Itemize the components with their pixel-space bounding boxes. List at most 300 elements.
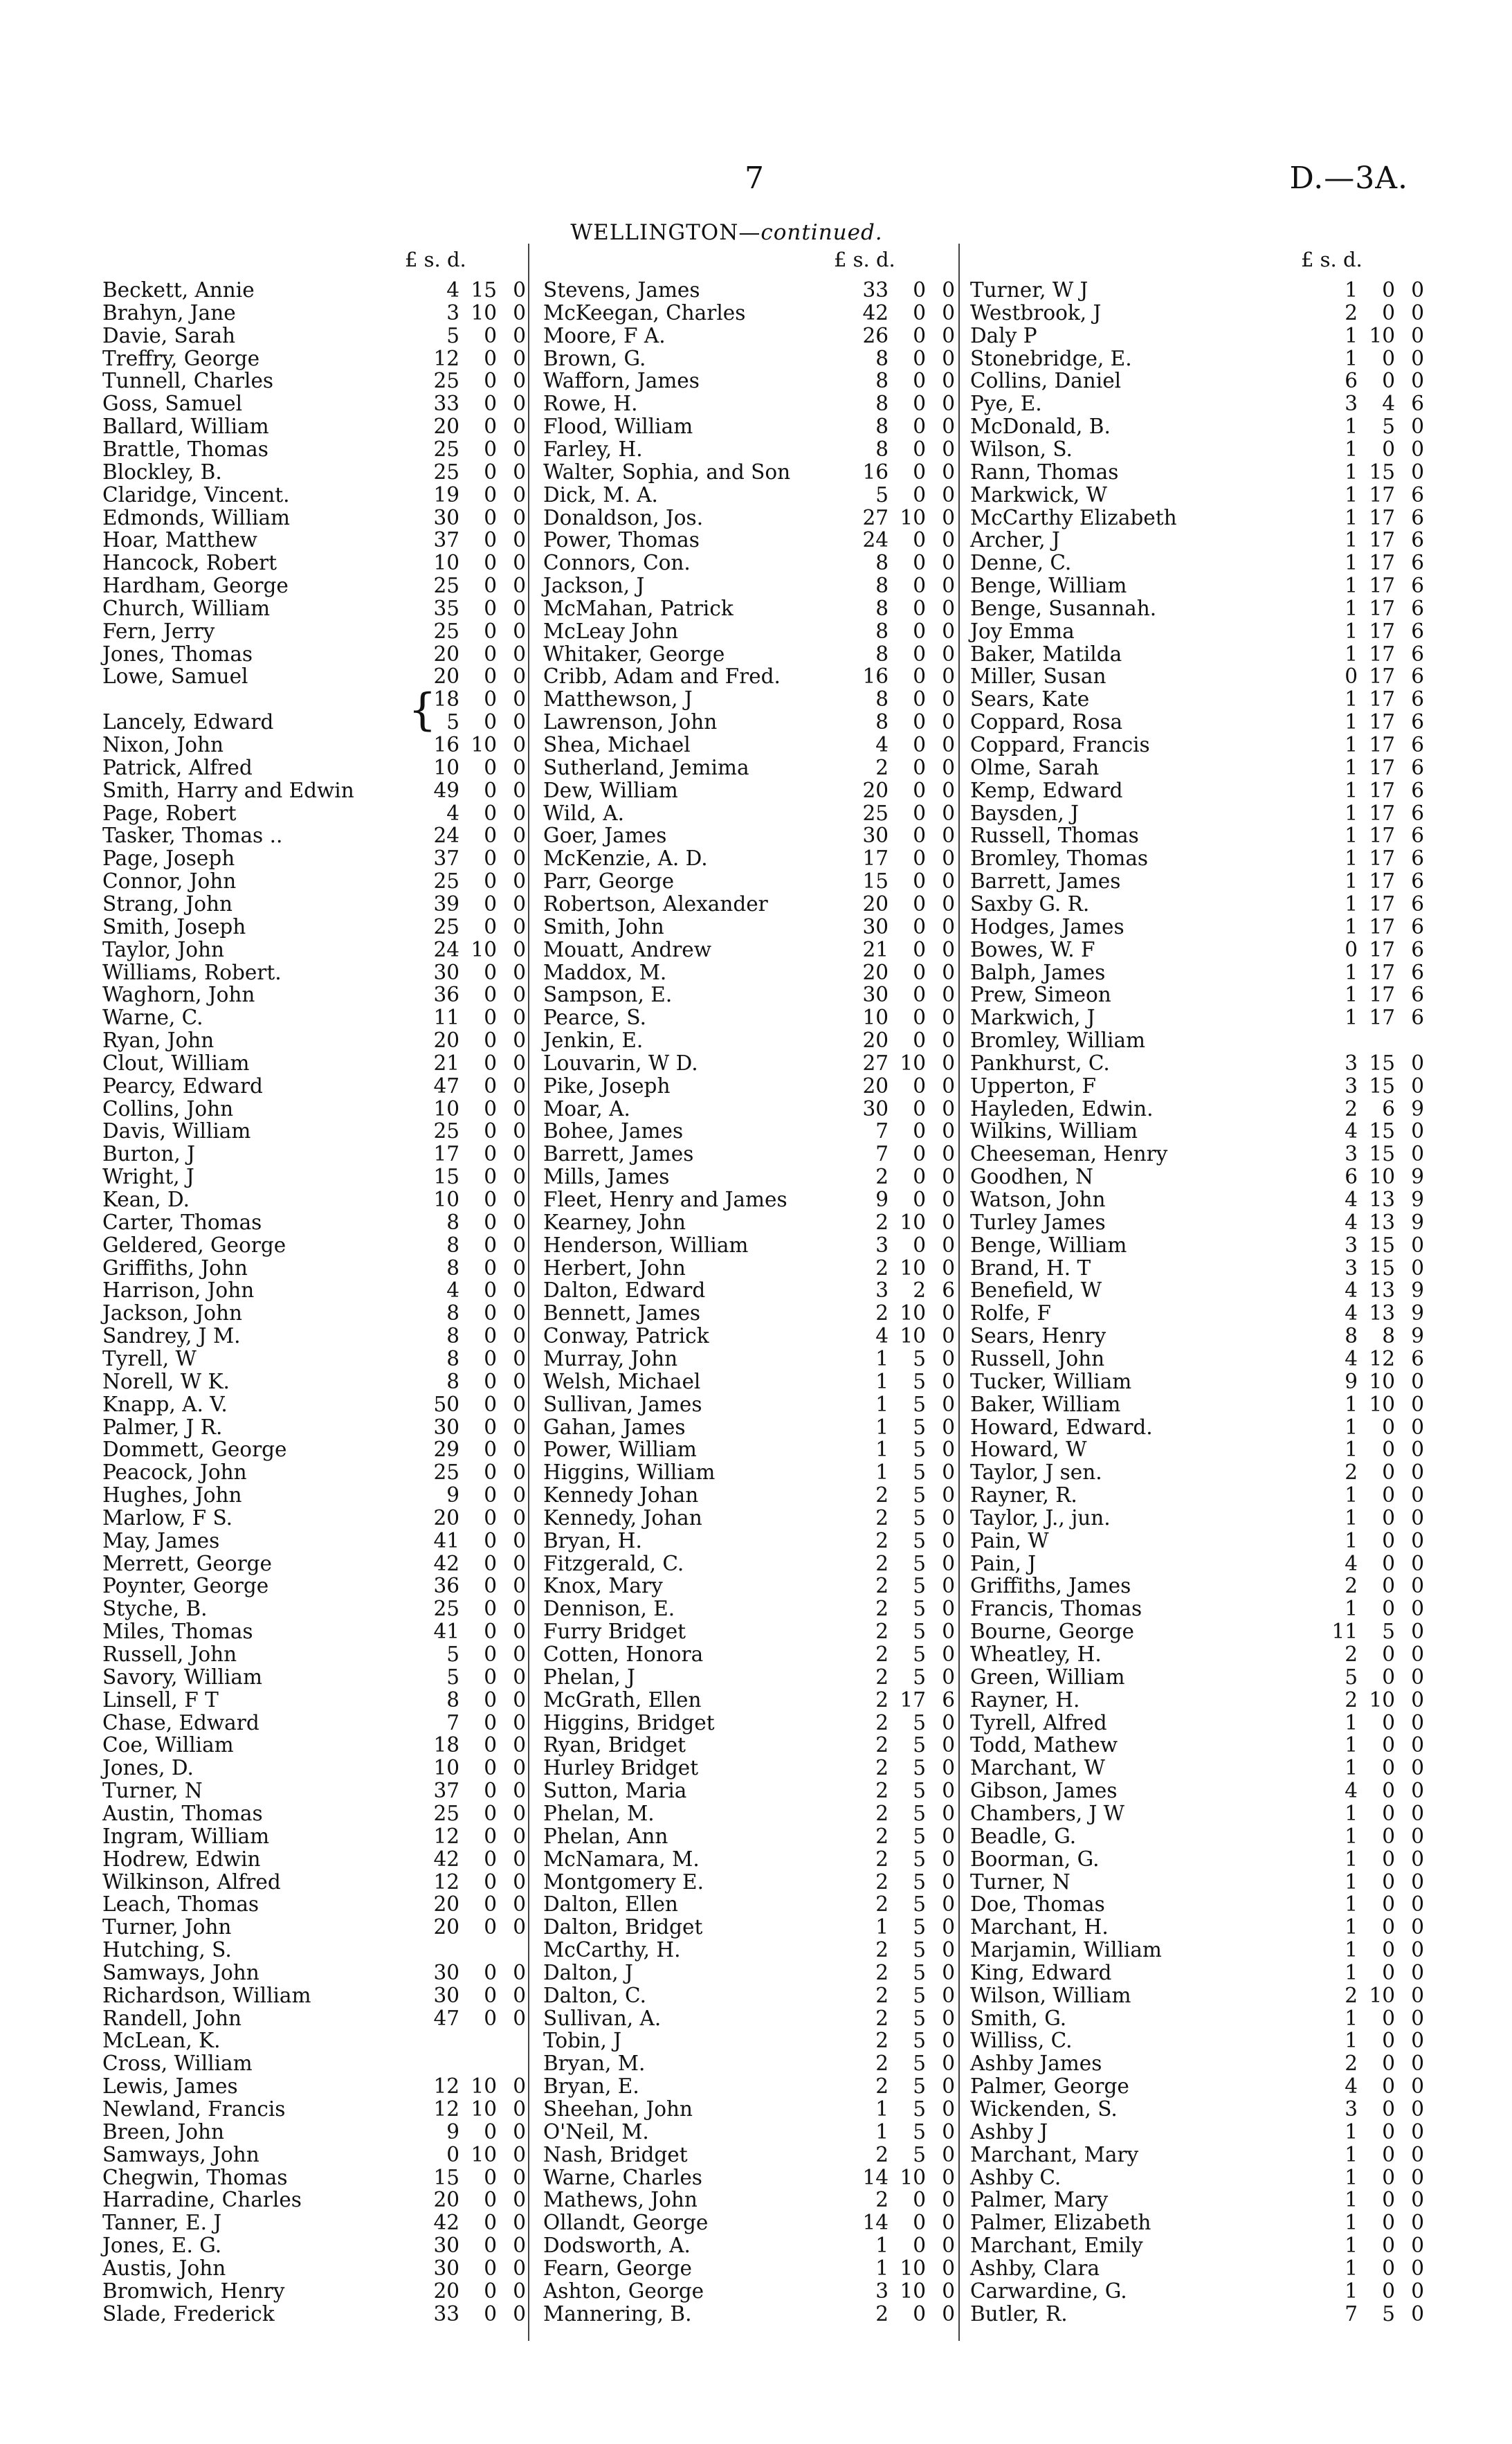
amount-pounds: 1 — [1345, 642, 1358, 666]
amount-pence: 0 — [513, 1779, 526, 1803]
amount-pence: 6 — [1411, 869, 1424, 894]
ledger-row — [0, 2098, 1512, 2121]
amount-pounds: 14 — [862, 2211, 889, 2235]
amount-pence: 0 — [1411, 2052, 1424, 2076]
amount-pounds: 50 — [433, 1392, 459, 1416]
entry-name: Bromley, Thomas — [970, 847, 1149, 871]
amount-pounds: 1 — [1345, 1960, 1358, 1984]
entry-name: Pearcy, Edward — [102, 1074, 263, 1098]
entry-amount — [1293, 1916, 1424, 1939]
ledger-row — [0, 325, 1512, 347]
amount-shillings: 0 — [484, 960, 497, 984]
amount-pence: 0 — [513, 1165, 526, 1189]
amount-pence: 0 — [942, 1142, 955, 1166]
ledger-row — [0, 1416, 1512, 1439]
amount-shillings: 0 — [913, 323, 926, 347]
amount-shillings: 0 — [484, 1801, 497, 1825]
amount-shillings: 0 — [1382, 1801, 1395, 1825]
amount-shillings: 17 — [1369, 960, 1395, 984]
amount-shillings: 5 — [913, 1960, 926, 1984]
entry-name: Leach, Thomas — [102, 1892, 259, 1917]
amount-shillings: 5 — [913, 1756, 926, 1780]
amount-pence: 0 — [942, 460, 955, 484]
amount-pounds: 1 — [1345, 596, 1358, 620]
amount-pence: 0 — [942, 891, 955, 916]
ledger-row — [0, 1325, 1512, 1348]
amount-pounds: 25 — [433, 1119, 459, 1143]
entry-name: Connors, Con. — [543, 551, 691, 575]
entry-name: Slade, Frederick — [102, 2301, 275, 2326]
amount-pounds: 6 — [1345, 369, 1358, 393]
amount-pounds: 12 — [433, 1870, 459, 1894]
entry-amount — [1293, 574, 1424, 597]
amount-shillings: 0 — [913, 960, 926, 984]
entry-name: Farley, H. — [543, 437, 643, 461]
entry-name: Kennedy Johan — [543, 1483, 699, 1508]
entry-name: Strang, John — [102, 891, 233, 916]
amount-pounds: 1 — [1345, 2211, 1358, 2235]
ledger-row — [0, 1279, 1512, 1302]
entry-name: Fearn, George — [543, 2256, 692, 2280]
amount-shillings: 5 — [913, 1620, 926, 1644]
amount-pounds: 1 — [875, 2119, 889, 2144]
entry-amount — [1293, 1643, 1424, 1666]
amount-pence: 0 — [942, 1983, 955, 2007]
entry-name: Peacock, John — [102, 1460, 247, 1485]
amount-shillings: 0 — [484, 392, 497, 416]
ledger-row — [0, 2029, 1512, 2052]
amount-shillings: 0 — [484, 2211, 497, 2235]
entry-amount — [1293, 1575, 1424, 1597]
entry-name: Henderson, William — [543, 1233, 749, 1257]
amount-shillings: 0 — [913, 755, 926, 779]
ledger-row — [0, 1871, 1512, 1894]
entry-name: Mouatt, Andrew — [543, 937, 712, 961]
amount-pounds: 4 — [1345, 1188, 1358, 1211]
ledger-row — [0, 2234, 1512, 2257]
entry-name: Jones, Thomas — [102, 642, 253, 666]
amount-shillings: 17 — [1369, 914, 1395, 939]
amount-pence: 0 — [513, 1574, 526, 1598]
amount-pence: 0 — [513, 914, 526, 939]
entry-name: Palmer, George — [970, 2074, 1129, 2099]
entry-name: Ingram, William — [102, 1824, 270, 1848]
amount-shillings: 0 — [1382, 1574, 1395, 1598]
entry-name: Warne, C. — [102, 1006, 203, 1030]
amount-pounds: 30 — [433, 960, 459, 984]
amount-shillings: 0 — [484, 778, 497, 802]
amount-shillings: 10 — [1369, 323, 1395, 347]
ledger-row — [0, 438, 1512, 461]
entry-name: Moore, F A. — [543, 323, 666, 347]
amount-shillings: 0 — [484, 482, 497, 507]
entry-name: Turner, N — [102, 1779, 203, 1803]
amount-shillings: 0 — [484, 1256, 497, 1280]
amount-pounds: 8 — [875, 437, 889, 461]
ledger-row — [0, 1620, 1512, 1643]
amount-pence: 0 — [942, 1188, 955, 1211]
amount-pence: 0 — [513, 2188, 526, 2212]
amount-shillings: 17 — [1369, 755, 1395, 779]
amount-shillings: 0 — [913, 369, 926, 393]
ledger-row — [0, 1029, 1512, 1052]
amount-pence: 0 — [942, 1392, 955, 1416]
amount-pence: 0 — [942, 619, 955, 643]
amount-shillings: 0 — [913, 2211, 926, 2235]
entry-name: Palmer, Elizabeth — [970, 2211, 1151, 2235]
amount-pence: 0 — [1411, 1415, 1424, 1439]
amount-shillings: 0 — [913, 801, 926, 825]
amount-pence: 0 — [942, 1642, 955, 1666]
entry-name: Joy Emma — [970, 619, 1075, 643]
amount-pounds: 1 — [1345, 2234, 1358, 2258]
amount-pence: 0 — [513, 664, 526, 689]
amount-shillings: 17 — [1369, 824, 1395, 848]
entry-name: Taylor, J sen. — [970, 1460, 1102, 1485]
entry-name: Merrett, George — [102, 1551, 273, 1575]
amount-pounds: 41 — [433, 1620, 459, 1644]
amount-pence: 0 — [513, 1074, 526, 1098]
amount-shillings: 15 — [1369, 1051, 1395, 1075]
amount-shillings: 0 — [484, 983, 497, 1007]
amount-shillings: 5 — [913, 1642, 926, 1666]
amount-shillings: 0 — [1382, 2097, 1395, 2121]
amount-pence: 0 — [1411, 1551, 1424, 1575]
amount-pence: 0 — [1411, 2234, 1424, 2258]
amount-pence: 0 — [513, 1415, 526, 1439]
entry-amount — [1293, 438, 1424, 461]
amount-shillings: 0 — [484, 1096, 497, 1121]
ledger-row — [0, 1234, 1512, 1257]
ledger-row — [0, 2075, 1512, 2098]
amount-shillings: 0 — [1382, 278, 1395, 302]
amount-shillings: 5 — [913, 1710, 926, 1735]
amount-shillings: 17 — [900, 1687, 926, 1712]
amount-pounds: 7 — [446, 1710, 459, 1735]
amount-pence: 0 — [942, 2052, 955, 2076]
amount-pounds: 12 — [433, 346, 459, 370]
amount-pence: 0 — [942, 1074, 955, 1098]
amount-shillings: 0 — [913, 1074, 926, 1098]
amount-pounds: 8 — [446, 1210, 459, 1234]
entry-amount — [1293, 1029, 1424, 1052]
amount-pounds: 2 — [875, 2074, 889, 2099]
amount-pence: 0 — [942, 1346, 955, 1370]
amount-shillings: 0 — [484, 801, 497, 825]
ledger-row — [0, 1916, 1512, 1939]
amount-pounds: 1 — [1345, 2256, 1358, 2280]
amount-shillings: 5 — [913, 1438, 926, 1462]
amount-shillings: 0 — [1382, 2074, 1395, 2099]
entry-amount — [1293, 1348, 1424, 1370]
ledger-row — [0, 1689, 1512, 1712]
amount-pounds: 1 — [875, 2097, 889, 2121]
amount-pence: 0 — [513, 755, 526, 779]
amount-pounds: 1 — [1345, 551, 1358, 575]
amount-shillings: 17 — [1369, 596, 1395, 620]
entry-amount — [1293, 347, 1424, 370]
amount-shillings: 0 — [484, 1733, 497, 1757]
entry-name: Pankhurst, C. — [970, 1051, 1110, 1075]
ledger-row — [0, 847, 1512, 870]
amount-pence: 0 — [513, 733, 526, 757]
amount-pounds: 37 — [433, 528, 459, 552]
amount-pence: 0 — [513, 2097, 526, 2121]
ledger-row — [0, 1052, 1512, 1075]
amount-shillings: 0 — [913, 415, 926, 439]
amount-shillings: 0 — [484, 528, 497, 552]
amount-pounds: 2 — [875, 1938, 889, 1962]
entry-name: Beadle, G. — [970, 1824, 1077, 1848]
ledger-row — [0, 1484, 1512, 1507]
amount-pounds: 1 — [1345, 619, 1358, 643]
amount-pence: 6 — [1411, 847, 1424, 871]
amount-pounds: 10 — [433, 1756, 459, 1780]
entry-amount — [1293, 1597, 1424, 1620]
entry-name: Markwick, W — [970, 482, 1107, 507]
entry-amount — [1293, 961, 1424, 984]
entry-name: Parr, George — [543, 869, 675, 894]
amount-shillings: 0 — [1382, 2029, 1395, 2053]
entry-name: Lowe, Samuel — [102, 664, 248, 689]
amount-pounds: 4 — [1345, 1278, 1358, 1303]
entry-name: Waghorn, John — [102, 983, 255, 1007]
amount-pounds: 14 — [862, 2165, 889, 2189]
amount-pounds: 21 — [862, 937, 889, 961]
amount-pounds: 1 — [1345, 1847, 1358, 1871]
entry-amount — [1293, 2075, 1424, 2098]
entry-name: Hancock, Robert — [102, 551, 277, 575]
entry-amount — [1293, 415, 1424, 438]
amount-shillings: 0 — [913, 278, 926, 302]
amount-pounds: 8 — [875, 687, 889, 712]
entry-name: Coppard, Rosa — [970, 710, 1123, 734]
amount-shillings: 0 — [1382, 1960, 1395, 1984]
ledger-row — [0, 2280, 1512, 2303]
entry-name: Jackson, John — [102, 1301, 243, 1325]
entry-name: Pike, Joseph — [543, 1074, 671, 1098]
entry-name: Nixon, John — [102, 733, 224, 757]
amount-pounds: 8 — [446, 1301, 459, 1325]
amount-shillings: 0 — [1382, 2256, 1395, 2280]
entry-name: Dalton, Ellen — [543, 1892, 678, 1917]
entry-amount — [1293, 1098, 1424, 1121]
entry-name: Sears, Henry — [970, 1324, 1106, 1348]
amount-shillings: 5 — [1382, 1620, 1395, 1644]
amount-shillings: 0 — [484, 1756, 497, 1780]
amount-pounds: 12 — [433, 1824, 459, 1848]
amount-pounds: 0 — [1345, 937, 1358, 961]
ledger-row — [0, 984, 1512, 1006]
amount-pounds: 1 — [1345, 323, 1358, 347]
amount-pounds: 29 — [433, 1438, 459, 1462]
amount-shillings: 10 — [900, 1051, 926, 1075]
entry-name: Smith, Joseph — [102, 914, 246, 939]
entry-name: Tyrell, W — [102, 1346, 197, 1370]
amount-pence: 0 — [942, 2142, 955, 2166]
ledger-row — [0, 1939, 1512, 1962]
entry-name: Gibson, James — [970, 1779, 1118, 1803]
amount-pounds: 20 — [433, 1892, 459, 1917]
amount-shillings: 10 — [1369, 1369, 1395, 1393]
entry-name: Russell, John — [102, 1642, 237, 1666]
amount-shillings: 0 — [484, 1074, 497, 1098]
entry-name: Richardson, William — [102, 1983, 311, 2007]
entry-name: Phelan, Ann — [543, 1824, 668, 1848]
amount-shillings: 0 — [484, 1460, 497, 1485]
amount-shillings: 17 — [1369, 664, 1395, 689]
amount-shillings: 5 — [913, 1801, 926, 1825]
ledger-row — [0, 370, 1512, 392]
entry-name: Russell, Thomas — [970, 824, 1139, 848]
amount-pounds: 2 — [875, 1870, 889, 1894]
amount-shillings: 0 — [913, 300, 926, 325]
entry-amount — [1293, 824, 1424, 847]
amount-pounds: 12 — [433, 2074, 459, 2099]
amount-pounds: 4 — [446, 801, 459, 825]
amount-pounds: 20 — [433, 1915, 459, 1939]
entry-name: Church, William — [102, 596, 271, 620]
entry-name: Doe, Thomas — [970, 1892, 1105, 1917]
amount-pounds: 3 — [446, 300, 459, 325]
amount-pounds: 25 — [862, 801, 889, 825]
entry-name: Brahyn, Jane — [102, 300, 236, 325]
entry-name: Shea, Michael — [543, 733, 691, 757]
amount-pounds: 7 — [875, 1119, 889, 1143]
amount-pounds: 2 — [875, 755, 889, 779]
entry-name: Claridge, Vincent. — [102, 482, 290, 507]
amount-pounds: 8 — [875, 551, 889, 575]
amount-pence: 0 — [1411, 460, 1424, 484]
entry-name: Dalton, Edward — [543, 1278, 706, 1303]
ledger-row — [0, 392, 1512, 415]
ledger-row — [0, 1075, 1512, 1098]
ledger-row — [0, 1393, 1512, 1416]
amount-pence: 0 — [513, 1256, 526, 1280]
amount-shillings: 0 — [484, 891, 497, 916]
entry-name: Dalton, Bridget — [543, 1915, 703, 1939]
amount-pence: 9 — [1411, 1301, 1424, 1325]
amount-shillings: 5 — [1382, 415, 1395, 439]
entry-name: Clout, William — [102, 1051, 250, 1075]
amount-pence: 0 — [1411, 1574, 1424, 1598]
ledger-row — [0, 1098, 1512, 1121]
entry-name: Matthewson, J — [543, 687, 693, 712]
entry-name: Barrett, James — [543, 1142, 694, 1166]
amount-pounds: 20 — [862, 778, 889, 802]
entry-name: Kean, D. — [102, 1188, 190, 1211]
amount-shillings: 0 — [484, 687, 497, 712]
amount-pounds: 3 — [1345, 1233, 1358, 1257]
amount-pence: 0 — [1411, 1620, 1424, 1644]
entry-name: Jackson, J — [543, 574, 645, 598]
entry-name: Benge, Susannah. — [970, 596, 1157, 620]
entry-name: Rolfe, F — [970, 1301, 1052, 1325]
amount-shillings: 0 — [484, 664, 497, 689]
entry-name: Miles, Thomas — [102, 1620, 253, 1644]
amount-pounds: 20 — [433, 415, 459, 439]
amount-shillings: 10 — [1369, 1687, 1395, 1712]
amount-shillings: 5 — [913, 1528, 926, 1553]
amount-pence: 6 — [1411, 891, 1424, 916]
amount-shillings: 0 — [1382, 2188, 1395, 2212]
amount-pounds: 1 — [1345, 437, 1358, 461]
amount-shillings: 5 — [913, 1415, 926, 1439]
amount-pence: 0 — [1411, 2074, 1424, 2099]
amount-shillings: 0 — [484, 415, 497, 439]
entry-name: McCarthy Elizabeth — [970, 505, 1177, 529]
amount-pounds: 42 — [433, 1551, 459, 1575]
entry-name: Miller, Susan — [970, 664, 1106, 689]
entry-name: Harrison, John — [102, 1278, 255, 1303]
entry-name: Samways, John — [102, 1960, 259, 1984]
entry-name: Sutton, Maria — [543, 1779, 687, 1803]
amount-pounds: 1 — [1345, 1915, 1358, 1939]
ledger-row — [0, 1006, 1512, 1029]
amount-pounds: 2 — [875, 1665, 889, 1689]
amount-shillings: 5 — [913, 2052, 926, 2076]
entry-amount — [1293, 1507, 1424, 1530]
amount-pounds: 8 — [446, 1369, 459, 1393]
amount-pounds: 2 — [875, 2142, 889, 2166]
entry-name: Harradine, Charles — [102, 2188, 302, 2212]
ledger-row — [0, 1507, 1512, 1530]
amount-pence: 0 — [513, 300, 526, 325]
amount-pence: 0 — [513, 1915, 526, 1939]
entry-name: Breen, John — [102, 2119, 225, 2144]
entry-name: Edmonds, William — [102, 505, 291, 529]
amount-pounds: 5 — [875, 482, 889, 507]
amount-pounds: 2 — [875, 1597, 889, 1621]
amount-pence: 0 — [942, 2301, 955, 2326]
entry-name: Bennett, James — [543, 1301, 701, 1325]
entry-name: Welsh, Michael — [543, 1369, 701, 1393]
entry-name: Geldered, George — [102, 1233, 286, 1257]
amount-pence: 0 — [1411, 2029, 1424, 2053]
entry-name: Power, Thomas — [543, 528, 700, 552]
entry-name: Dennison, E. — [543, 1597, 675, 1621]
amount-pounds: 1 — [1345, 1801, 1358, 1825]
amount-pence: 0 — [942, 1256, 955, 1280]
amount-shillings: 0 — [1382, 2165, 1395, 2189]
entry-amount — [1293, 1438, 1424, 1461]
amount-pounds: 5 — [446, 323, 459, 347]
entry-amount — [1293, 279, 1424, 302]
entry-amount — [1293, 643, 1424, 666]
ledger-row — [0, 302, 1512, 325]
amount-shillings: 0 — [913, 460, 926, 484]
amount-pence: 0 — [1411, 415, 1424, 439]
amount-pence: 0 — [1411, 1642, 1424, 1666]
entry-name: Pain, J — [970, 1551, 1037, 1575]
amount-pounds: 4 — [1345, 1779, 1358, 1803]
amount-pounds: 1 — [1345, 1438, 1358, 1462]
amount-shillings: 0 — [913, 914, 926, 939]
amount-pence: 0 — [942, 300, 955, 325]
amount-shillings: 10 — [900, 2165, 926, 2189]
amount-pounds: 1 — [1345, 733, 1358, 757]
amount-pence: 0 — [942, 278, 955, 302]
amount-pounds: 1 — [875, 2256, 889, 2280]
amount-shillings: 0 — [913, 983, 926, 1007]
amount-pence: 0 — [942, 1415, 955, 1439]
amount-shillings: 0 — [1382, 1710, 1395, 1735]
ledger-row — [0, 1666, 1512, 1689]
entry-name: Russell, John — [970, 1346, 1105, 1370]
amount-shillings: 5 — [913, 1892, 926, 1917]
amount-pounds: 20 — [862, 960, 889, 984]
amount-shillings: 0 — [913, 1096, 926, 1121]
